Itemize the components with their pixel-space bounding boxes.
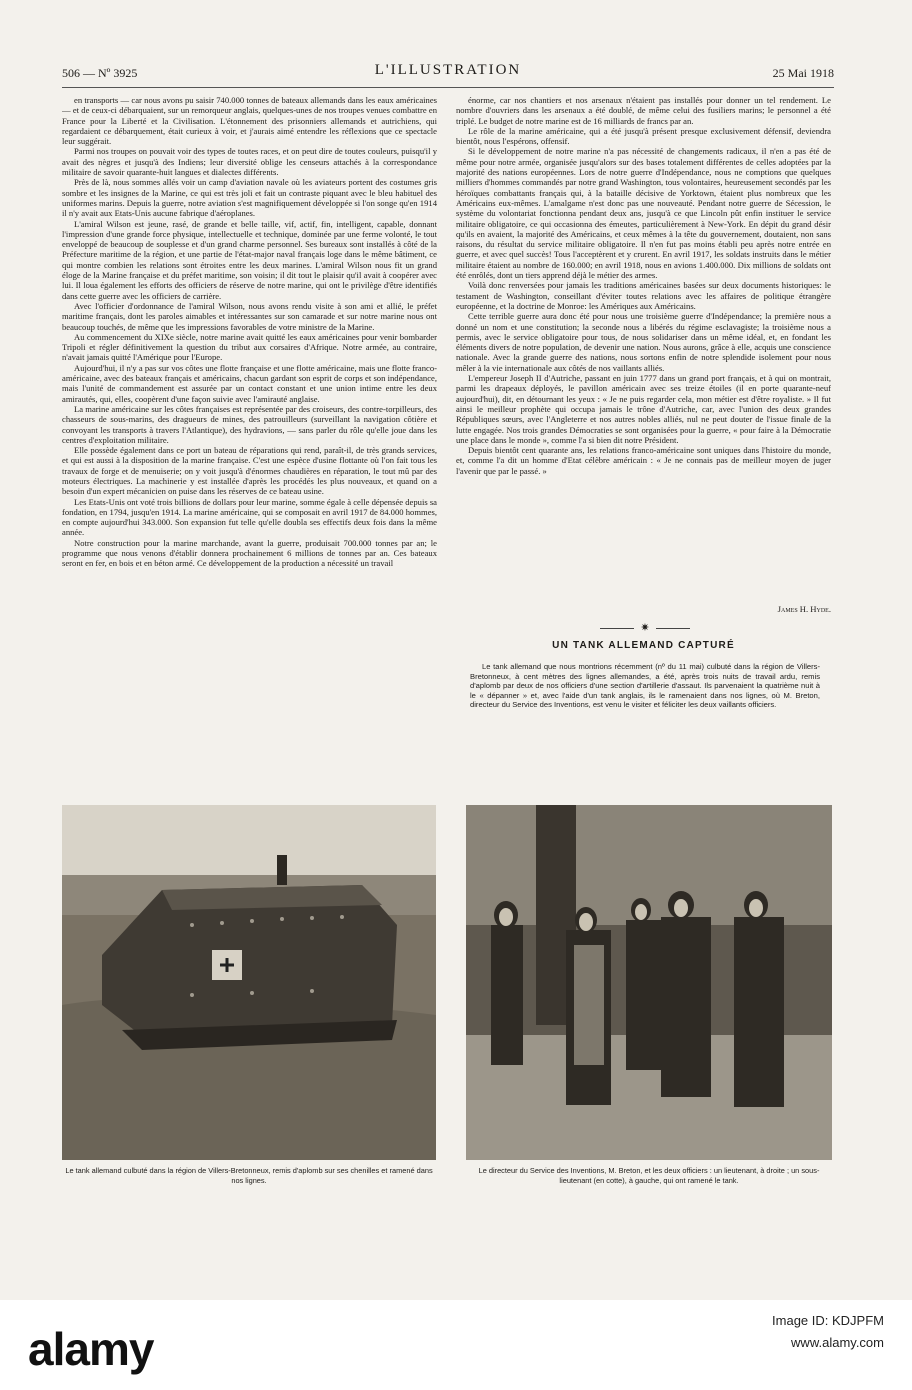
- tank-photo-caption: Le tank allemand culbuté dans la région de Villers-Bretonneux, remis d'aplomb sur ses chenilles et ramené dans nos lignes.: [65, 1166, 433, 1185]
- alamy-logo: alamy: [28, 1323, 154, 1375]
- section-title: UN TANK ALLEMAND CAPTURÉ: [552, 640, 735, 651]
- paragraph: Voilà donc renversées pour jamais les traditions américaines basées sur deux documents historiques: le testament de Washington, conseillant d'éviter toutes relations avec les affaires de politique étrangère européenne, et la doctrine de Monroe: les Amériques aux Américains.: [456, 280, 831, 311]
- author-signature: James H. Hyde.: [777, 604, 831, 614]
- paragraph: Aujourd'hui, il n'y a pas sur vos côtes une flotte française et une flotte américaine, mais une flotte franco-américaine, avec des bateaux français et américains, chacun gardant son esprit de corps et son indépendance, mais l'unité de commandement est assurée par un contact constant et une union intime entre les deux amirautés, qui, elles, coopèrent d'une façon suivie avec l'amirauté anglaise.: [62, 362, 437, 404]
- paragraph: Avec l'officier d'ordonnance de l'amiral Wilson, nous avons rendu visite à son ami et allié, le préfet maritime français, dont les paroles aimables et intéressantes sur son camarade et sur notre marine nous ont beaucoup touchés, de même que les impressions favorables de votre ministre de la Marine.: [62, 300, 437, 332]
- tank-photo: [62, 805, 436, 1160]
- paragraph: Le rôle de la marine américaine, qui a été jusqu'à présent presque exclusivement défensif, deviendra bientôt, nous l'espérons, offensif.: [456, 125, 831, 147]
- paragraph: Le tank allemand que nous montrions récemment (nº du 11 mai) culbuté dans la région de Villers-Bretonneux, à cent mètres des lignes allemandes, a été, après trois nuits de travail ardu, remis d'aplomb par deux de nos officiers d'une section d'artillerie d'assaut. Ils parvenaient la quatrième nuit à le « dépanner » et, avec l'aide d'un tank anglais, ils le ramenaient dans nos lignes, où M. Breton, directeur du Service des Inventions, est venu le visiter et féliciter les deux vaillants officiers.: [470, 662, 820, 710]
- watermark-info: [772, 1310, 884, 1354]
- issue-date: 25 Mai 1918: [772, 66, 834, 80]
- paragraph: La marine américaine sur les côtes françaises est représentée par des croiseurs, des contre-torpilleurs, des chasseurs de sous-marins, des dragueurs de mines, des patrouilleurs (surveillant la navigation côtière et convoyant les transports à travers l'Atlantique), des hydravions, — sans parler du rôle qu'elle joue dans les centres d'exploitation militaire.: [62, 403, 437, 445]
- page-number: 506 — Nº 3925: [62, 66, 138, 80]
- left-text-column: [62, 95, 437, 815]
- section-ornament: ✷: [600, 624, 690, 634]
- paragraph: Cette terrible guerre aura donc été pour nous une troisième guerre d'Indépendance; la première nous a donné un nom et une constitution; la seconde nous a libérés du régime esclavagiste; la troisième nous a permis, avec le service obligatoire pour tous, de nous solidariser dans un même idéal, et, en fondant les éléments divers de notre population, de devenir une nation. Nous aurons, grâce à elle, acquis une conscience nationale. Avec la grande guerre des nations, nous sortons enfin de notre splendide isolement pour nous mêler à la vie internationale aux côtés de nos vaillants alliés.: [456, 311, 831, 373]
- masthead-title: L'ILLUSTRATION: [374, 62, 522, 78]
- right-text-column: [456, 95, 831, 660]
- paragraph: Elle possède également dans ce port un bateau de réparations qui rend, paraît-il, de très grands services, et qui est aussi à la disposition de la marine française. C'est une espèce d'usine flottante où l'on fait tous les travaux de forge et de menuiserie; on y voit jusqu'à d'énormes chaudières en réparation, le tout mû par des moteurs électriques. La machinerie y est installée d'après les procédés les plus nouveaux, et quand on a besoin d'un expert mécanicien on puise dans les réserves de ce bateau usine.: [62, 445, 437, 497]
- officers-photo-caption: Le directeur du Service des Inventions, M. Breton, et les deux officiers : un lieutenant, à droite ; un sous-lieutenant (en cotte), à gauche, qui ont ramené le tank.: [478, 1166, 820, 1185]
- section-body: [470, 662, 820, 710]
- paragraph: Près de là, nous sommes allés voir un camp d'aviation navale où les aviateurs portent des costumes gris sombre et les insignes de la Marine, ce qui est très joli et fait un contraste piquant avec le bleu habituel des uniformes marins. Depuis la guerre, notre aviation s'est magnifiquement développée si l'on songe qu'en 1914 il n'y avait aux Etats-Unis aucune fabrique d'aéroplanes.: [62, 177, 437, 219]
- image-id-label: Image ID: KDJPFM: [772, 1313, 884, 1328]
- paragraph: Les Etats-Unis ont voté trois billions de dollars pour leur marine, somme égale à celle dépensée depuis sa fondation, en 1794, jusqu'en 1914. La marine américaine, qui se composait en avril 1917 de 84.000 hommes, en compte aujourd'hui 343.000. Son expansion fut telle qu'elle doubla ses effectifs deux fois dans la même année.: [62, 496, 437, 538]
- paragraph: L'empereur Joseph II d'Autriche, passant en juin 1777 dans un grand port français, et à qui on montrait, parmi les drapeaux déployés, le pavillon américain avec ses treize étoiles (il en porte quarante-neuf aujourd'hui), dit, en détournant les yeux : « Je ne puis regarder cela, mon métier est d'être royaliste. » Il fut ainsi le meilleur prophète qui occupa jamais le trône d'Autriche, car, avec l'union des deux grandes Républiques sœurs, avec l'Angleterre et nos autres nobles alliés, nul ne peut douter de l'issue finale de la lutte engagée. Nos trois grandes Démocraties se sont organisées pour la guerre, « pour faire à la Démocratie une place dans le monde », comme l'a si bien dit notre Président.: [456, 373, 831, 445]
- paragraph: Si le développement de notre marine n'a pas nécessité de changements radicaux, il n'en a pas été de même pour notre armée, organisée jusqu'alors sur des bases totalement différentes de celles adoptées par la majorité des nations européennes. Lors de notre guerre d'Indépendance, nous ne comptions que quelques milliers d'hommes commandés par notre grand Washington, tous volontaires, heureusement secondés par les héroïques combattants français qui, à la bataille décisive de Yorktown, étaient plus nombreux que les Américains eux-mêmes. L'amalgame n'est donc pas une nouveauté. Pendant notre guerre de Sécession, le système du volontariat fonctionna pendant deux ans, jusqu'à ce que Lincoln pût enfin instituer le service militaire obligatoire, ce qui occasionna des émeutes, particulièrement à New-York. En dépit du grand désir qu'ils en avaient, la majorité des Américains, et ceux mêmes à la tête du gouvernement, doutaient, non sans raisons, du résultat du service militaire obligatoire. Il n'en fut pas moins établi peu après notre entrée en guerre, et avec quel succès! Tous l'acceptèrent et y crurent. En avril 1917, les soldats instruits dans le métier militaire étaient au nombre de 160.000; en avril 1918, nous en avions 1.400.000. Dix millions de soldats ont été enrôlés, dont un tiers apprend déjà le métier des armes.: [456, 146, 831, 281]
- paragraph: Au commencement du XIXe siècle, notre marine avait quitté les eaux américaines pour venir bombarder Tripoli et régler définitivement la question du tribut aux corsaires d'Afrique. Notre armée, au contraire, n'avait jamais quitté l'Amérique pour l'Europe.: [62, 331, 437, 363]
- paragraph: énorme, car nos chantiers et nos arsenaux n'étaient pas installés pour donner un tel rendement. Le nombre d'ouvriers dans les arsenaux a été doublé, de même celui des fusiliers marins; le personnel a été triplé. Le budget de notre marine est de 16 milliards de francs par an.: [456, 95, 831, 126]
- header-rule: [62, 87, 834, 88]
- paragraph: en transports — car nous avons pu saisir 740.000 tonnes de bateaux allemands dans les eaux américaines — et de ceux-ci débarquaient, sur un remorqueur anglais, quelques-unes de nos troupes venues combattre en France pour la Liberté et la Civilisation. L'étonnement des prisonniers allemands et autrichiens, qui regardaient ce débarquement, était curieux à voir, et j'aurais aimé entendre les réflexions que ce spectacle leur suggérait.: [62, 95, 437, 147]
- paragraph: Parmi nos troupes on pouvait voir des types de toutes races, et on peut dire de toutes couleurs, puisqu'il y avait des nègres et jusqu'à des Indiens; leur diversité oblige les censeurs attachés à la correspondance militaire de savoir quarante-huit langues et dialectes différents.: [62, 146, 437, 178]
- officers-photo: [466, 805, 832, 1160]
- paragraph: Depuis bientôt cent quarante ans, les relations franco-américaine sont uniques dans l'histoire du monde, et, comme l'a dit un homme d'Etat célèbre américain : « Je ne connais pas de meilleur moyen de juger l'avenir que par le passé. »: [456, 445, 831, 476]
- paragraph: Notre construction pour la marine marchande, avant la guerre, produisait 700.000 tonnes par an; le programme que nous venons d'établir donnera prochainement 6 millions de tonnes par an. Ces bateaux seront en fer, en bois et en béton armé. Ce développement de la production a nécessité un travail: [62, 537, 437, 569]
- paragraph: L'amiral Wilson est jeune, rasé, de grande et belle taille, vif, actif, fin, intelligent, capable, donnant l'impression d'une grande force physique, intellectuelle et technique, dominée par une ferme volonté, le tout enveloppé de beaucoup de souplesse et d'un grand charme personnel. Ses bureaux sont installés à côté de la Préfecture maritime de la région, et une partie de l'état-major naval français loge dans le même bâtiment, ce qui montre combien les relations sont étroites entre les deux marines. L'amiral Wilson nous fit un grand éloge de la Marine française et du préfet maritime, son voisin; il dit tout le plaisir qu'il avait à coopérer avec lui. Il loua également les efforts des officiers de réserve de notre marine, qui ont le privilège d'être identifiés dans cette guerre avec les officiers de carrière.: [62, 218, 437, 301]
- watermark-url: www.alamy.com: [791, 1335, 884, 1350]
- page-header: [62, 62, 834, 84]
- watermark-bar: [0, 1300, 912, 1390]
